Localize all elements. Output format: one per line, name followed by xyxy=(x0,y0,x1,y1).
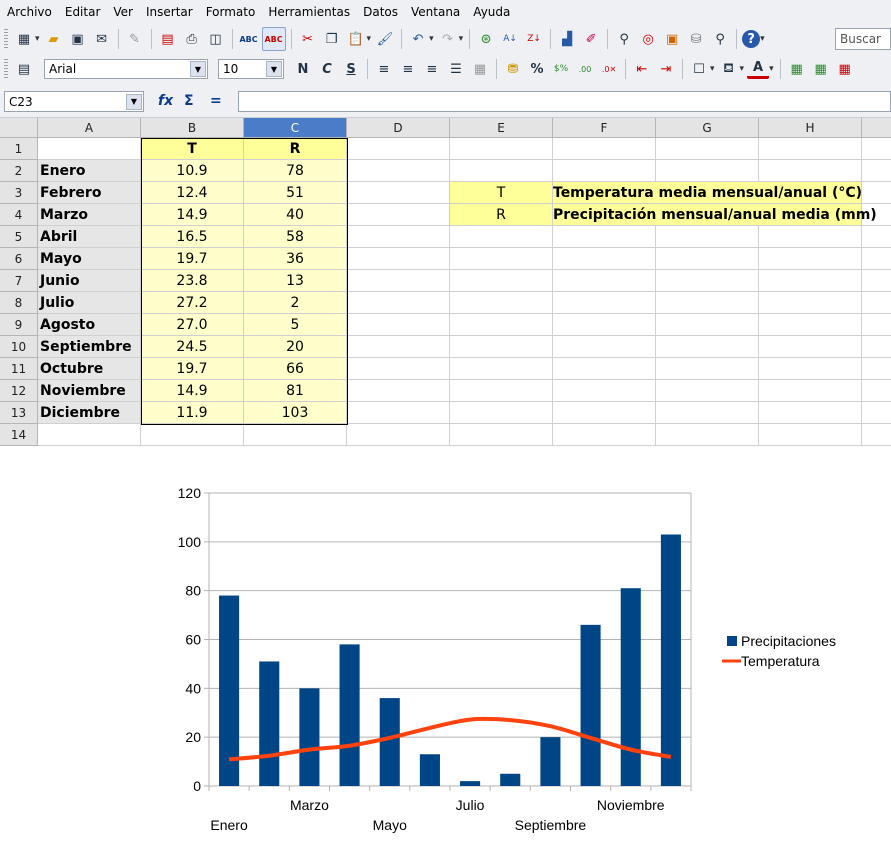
precipitation-bar xyxy=(460,781,480,786)
precipitation-bar xyxy=(299,688,319,786)
precipitation-cell[interactable]: 13 xyxy=(244,270,347,292)
temperature-cell[interactable]: 27.0 xyxy=(141,314,244,336)
precipitation-cell[interactable]: 40 xyxy=(244,204,347,226)
toolbar-separator xyxy=(625,59,626,79)
row-header[interactable]: 12 xyxy=(0,380,38,402)
row-header[interactable]: 8 xyxy=(0,292,38,314)
precipitation-cell[interactable]: 36 xyxy=(244,248,347,270)
chevron-down-icon[interactable]: ▼ xyxy=(190,61,206,77)
export-pdf-icon[interactable]: ▤ xyxy=(161,31,174,47)
cell-reference: C23 xyxy=(9,94,33,109)
precipitation-cell[interactable]: 5 xyxy=(244,314,347,336)
x-tick-label: Julio xyxy=(455,797,485,813)
toolbar-separator xyxy=(291,29,292,49)
cell[interactable] xyxy=(553,402,656,424)
precipitation-cell[interactable]: 2 xyxy=(244,292,347,314)
font-name-value: Arial xyxy=(49,62,77,76)
temperature-cell[interactable]: 11.9 xyxy=(141,402,244,424)
cell[interactable] xyxy=(553,248,656,270)
undo-dropdown-icon[interactable]: ▾ xyxy=(429,34,434,44)
align-right-icon[interactable]: ≡ xyxy=(426,61,438,77)
row-header[interactable]: 1 xyxy=(0,138,38,160)
cell[interactable] xyxy=(862,160,891,182)
delete-rows-icon[interactable]: ▦ xyxy=(838,61,851,77)
cell[interactable] xyxy=(553,314,656,336)
cell[interactable] xyxy=(862,336,891,358)
formula-input[interactable] xyxy=(238,91,891,112)
hyperlink-icon[interactable]: ⊛ xyxy=(480,31,492,47)
chevron-down-icon[interactable]: ▼ xyxy=(126,94,142,110)
row-header[interactable]: 11 xyxy=(0,358,38,380)
show-draw-functions-icon[interactable]: ✐ xyxy=(585,31,597,47)
cell[interactable] xyxy=(450,160,553,182)
menu-insertar[interactable]: Insertar xyxy=(145,5,193,19)
cell[interactable] xyxy=(347,292,450,314)
cell[interactable] xyxy=(656,138,759,160)
cell[interactable] xyxy=(38,424,141,446)
column-header-d[interactable]: D xyxy=(347,118,450,138)
align-center-icon[interactable]: ≡ xyxy=(402,61,414,77)
legend-key-cell[interactable]: R xyxy=(450,204,553,226)
toolbar-separator xyxy=(469,29,470,49)
underline-button[interactable]: S xyxy=(346,61,356,77)
row-header[interactable]: 6 xyxy=(0,248,38,270)
month-label[interactable]: Mayo xyxy=(38,248,141,270)
cell[interactable] xyxy=(862,424,891,446)
legend-label-temperatura: Temperatura xyxy=(741,653,820,669)
menu-archivo[interactable]: Archivo xyxy=(7,5,52,19)
search-input[interactable]: Buscar xyxy=(835,28,891,50)
cell[interactable] xyxy=(862,292,891,314)
precipitation-cell[interactable]: 20 xyxy=(244,336,347,358)
x-tick-label: Marzo xyxy=(289,797,329,813)
cell[interactable] xyxy=(347,358,450,380)
y-tick-label: 0 xyxy=(193,778,201,794)
row-header[interactable]: 4 xyxy=(0,204,38,226)
cell[interactable] xyxy=(347,424,450,446)
cell[interactable] xyxy=(553,226,656,248)
cell[interactable] xyxy=(656,314,759,336)
legend-text-cell[interactable]: Temperatura media mensual/anual (°C) xyxy=(553,182,862,204)
cell[interactable] xyxy=(450,402,553,424)
temperature-cell[interactable]: 10.9 xyxy=(141,160,244,182)
borders-icon[interactable]: ☐ xyxy=(693,61,705,77)
toolbar-separator xyxy=(118,29,119,49)
standard-format-icon[interactable]: $% xyxy=(553,64,569,74)
menu-bar xyxy=(0,0,891,25)
cell[interactable] xyxy=(553,336,656,358)
column-header-b[interactable]: B xyxy=(141,118,244,138)
menu-datos[interactable]: Datos xyxy=(363,5,398,19)
add-decimal-icon[interactable]: .00 xyxy=(578,64,592,74)
cell[interactable] xyxy=(450,138,553,160)
legend-swatch-precipitaciones xyxy=(727,636,737,646)
data-sources-icon[interactable]: ⛁ xyxy=(690,31,702,47)
new-document-icon[interactable]: ▦ xyxy=(17,31,31,47)
standard-toolbar xyxy=(0,24,891,55)
x-tick-label: Mayo xyxy=(372,817,407,833)
spellcheck-icon[interactable]: ABC xyxy=(239,34,258,44)
cell[interactable] xyxy=(553,138,656,160)
month-label[interactable]: Julio xyxy=(38,292,141,314)
legend-label-precipitaciones: Precipitaciones xyxy=(741,633,836,649)
cell[interactable] xyxy=(862,138,891,160)
cell[interactable] xyxy=(862,358,891,380)
open-folder-icon[interactable]: ▰ xyxy=(48,31,59,47)
temperature-cell[interactable]: 16.5 xyxy=(141,226,244,248)
y-tick-label: 80 xyxy=(185,582,201,599)
cell[interactable] xyxy=(656,336,759,358)
column-header-c[interactable]: C xyxy=(244,118,347,138)
function-wizard-button[interactable]: fx xyxy=(158,93,174,109)
cell[interactable] xyxy=(347,270,450,292)
cell[interactable] xyxy=(244,424,347,446)
cell[interactable] xyxy=(553,160,656,182)
precipitation-cell[interactable]: 103 xyxy=(244,402,347,424)
y-tick-label: 60 xyxy=(185,631,201,648)
toolbar-grip[interactable] xyxy=(4,29,8,49)
percent-format-button[interactable]: % xyxy=(530,61,544,77)
redo-dropdown-icon[interactable]: ▾ xyxy=(458,34,464,44)
temperature-cell[interactable]: 14.9 xyxy=(141,204,244,226)
menu-herramientas[interactable]: Herramientas xyxy=(268,5,351,19)
cell[interactable] xyxy=(759,226,862,248)
decrease-indent-icon[interactable]: ⇤ xyxy=(636,61,648,77)
redo-icon[interactable]: ↷ xyxy=(442,31,454,47)
precipitation-cell[interactable]: 66 xyxy=(244,358,347,380)
precipitation-cell[interactable]: 81 xyxy=(244,380,347,402)
cell[interactable] xyxy=(656,226,759,248)
cell[interactable] xyxy=(759,160,862,182)
precipitation-cell[interactable]: 78 xyxy=(244,160,347,182)
toolbar-separator xyxy=(151,29,152,49)
precipitation-bar xyxy=(380,698,400,786)
row-header[interactable]: 9 xyxy=(0,314,38,336)
sort-ascending-icon[interactable]: A↓ xyxy=(503,34,517,44)
spreadsheet-grid xyxy=(0,118,891,448)
header-cell-r[interactable]: R xyxy=(244,138,347,160)
cell[interactable] xyxy=(141,424,244,446)
toolbar-separator xyxy=(401,29,402,49)
cell[interactable] xyxy=(862,248,891,270)
menu-formato[interactable]: Formato xyxy=(205,5,256,19)
print-preview-icon[interactable]: ◫ xyxy=(209,31,222,47)
gallery-icon[interactable]: ▣ xyxy=(665,31,679,47)
delete-decimal-icon[interactable]: .0✕ xyxy=(601,64,617,74)
font-color-dropdown-icon[interactable]: ▾ xyxy=(769,64,774,74)
temperature-cell[interactable]: 27.2 xyxy=(141,292,244,314)
month-label[interactable]: Enero xyxy=(38,160,141,182)
month-label[interactable]: Octubre xyxy=(38,358,141,380)
paste-dropdown-icon[interactable]: ▾ xyxy=(366,34,372,44)
toolbar-grip[interactable] xyxy=(4,59,8,79)
temperature-cell[interactable]: 14.9 xyxy=(141,380,244,402)
cell[interactable] xyxy=(553,358,656,380)
font-name-select[interactable] xyxy=(44,59,208,79)
toolbar-separator xyxy=(232,29,233,49)
autospellcheck-icon[interactable]: ABC xyxy=(262,27,286,51)
cell[interactable] xyxy=(656,248,759,270)
cell[interactable] xyxy=(450,270,553,292)
cell[interactable] xyxy=(759,248,862,270)
precipitation-cell[interactable]: 58 xyxy=(244,226,347,248)
legend-text-cell[interactable]: Precipitación mensual/anual media (mm) xyxy=(553,204,862,226)
month-label[interactable]: Abril xyxy=(38,226,141,248)
cell[interactable] xyxy=(759,358,862,380)
temperature-cell[interactable]: 19.7 xyxy=(141,248,244,270)
column-header-h[interactable]: H xyxy=(759,118,862,138)
copy-icon[interactable]: ❐ xyxy=(325,31,338,47)
column-header-e[interactable]: E xyxy=(450,118,553,138)
y-tick-label: 100 xyxy=(177,533,201,550)
month-label[interactable]: Agosto xyxy=(38,314,141,336)
cell[interactable] xyxy=(347,226,450,248)
cut-icon[interactable]: ✂ xyxy=(302,31,313,47)
name-box[interactable] xyxy=(4,91,144,112)
cell[interactable] xyxy=(347,204,450,226)
cell[interactable] xyxy=(553,424,656,446)
row-header[interactable]: 10 xyxy=(0,336,38,358)
cell[interactable] xyxy=(759,336,862,358)
column-header-extra[interactable] xyxy=(862,118,891,138)
toolbar-separator xyxy=(496,59,497,79)
cell[interactable] xyxy=(347,182,450,204)
insert-rows-icon[interactable]: ▦ xyxy=(790,61,803,77)
cell[interactable] xyxy=(347,336,450,358)
menu-ver[interactable]: Ver xyxy=(113,5,133,19)
cell[interactable] xyxy=(862,226,891,248)
borders-dropdown-icon[interactable]: ▾ xyxy=(710,64,715,74)
undo-icon[interactable]: ↶ xyxy=(412,31,424,47)
month-label[interactable]: Marzo xyxy=(38,204,141,226)
cell[interactable] xyxy=(38,138,141,160)
cell[interactable] xyxy=(347,160,450,182)
paste-icon[interactable]: 📋 xyxy=(347,31,364,47)
cell[interactable] xyxy=(656,380,759,402)
cell[interactable] xyxy=(862,314,891,336)
menu-ayuda[interactable]: Ayuda xyxy=(473,5,511,19)
increase-indent-icon[interactable]: ⇥ xyxy=(660,61,672,77)
toolbar-separator xyxy=(682,59,683,79)
cell[interactable] xyxy=(862,270,891,292)
temperature-cell[interactable]: 19.7 xyxy=(141,358,244,380)
cell[interactable] xyxy=(450,314,553,336)
zoom-icon[interactable]: ⚲ xyxy=(715,31,725,47)
justify-icon[interactable]: ☰ xyxy=(450,61,462,77)
column-header-f[interactable]: F xyxy=(553,118,656,138)
toolbar-separator xyxy=(736,29,737,49)
precipitation-bar xyxy=(581,625,601,786)
cell[interactable] xyxy=(759,270,862,292)
save-icon[interactable]: ▣ xyxy=(71,31,84,47)
bold-button[interactable]: N xyxy=(297,61,309,77)
toolbar-options-icon[interactable]: ▾ xyxy=(760,34,765,44)
cell[interactable] xyxy=(759,380,862,402)
y-tick-label: 20 xyxy=(185,729,201,746)
new-dropdown-icon[interactable]: ▾ xyxy=(35,34,40,44)
sort-descending-icon[interactable]: Z↓ xyxy=(527,34,541,44)
currency-format-icon[interactable]: ⛃ xyxy=(507,61,519,77)
x-tick-label: Enero xyxy=(210,817,248,833)
header-cell-t[interactable]: T xyxy=(141,138,244,160)
row-header[interactable]: 3 xyxy=(0,182,38,204)
cell[interactable] xyxy=(450,226,553,248)
column-header-a[interactable]: A xyxy=(38,118,141,138)
month-label[interactable]: Noviembre xyxy=(38,380,141,402)
precipitation-cell[interactable]: 51 xyxy=(244,182,347,204)
column-header-g[interactable]: G xyxy=(656,118,759,138)
month-label[interactable]: Junio xyxy=(38,270,141,292)
precipitation-bar xyxy=(500,774,520,786)
row-header[interactable]: 14 xyxy=(0,424,38,446)
cell[interactable] xyxy=(347,380,450,402)
x-tick-label: Septiembre xyxy=(514,817,587,833)
cell[interactable] xyxy=(553,380,656,402)
row-header[interactable]: 7 xyxy=(0,270,38,292)
cell[interactable] xyxy=(450,424,553,446)
toolbar-separator xyxy=(550,29,551,49)
insert-chart-icon[interactable]: ▟ xyxy=(562,31,573,47)
styles-formatting-icon[interactable]: ▤ xyxy=(17,61,31,77)
font-size-value: 10 xyxy=(223,62,239,76)
find-replace-icon[interactable]: ⚲ xyxy=(619,31,629,47)
precipitation-bar xyxy=(420,754,440,786)
cell[interactable] xyxy=(656,160,759,182)
toolbar-separator xyxy=(367,59,368,79)
precipitation-bar xyxy=(340,644,360,786)
row-header[interactable]: 13 xyxy=(0,402,38,424)
cell[interactable] xyxy=(553,270,656,292)
select-all-corner[interactable] xyxy=(0,118,38,138)
toolbar-separator xyxy=(607,29,608,49)
menu-editar[interactable]: Editar xyxy=(64,5,101,19)
temperature-cell[interactable]: 12.4 xyxy=(141,182,244,204)
month-label[interactable]: Febrero xyxy=(38,182,141,204)
cell[interactable] xyxy=(347,402,450,424)
cell[interactable] xyxy=(759,424,862,446)
cell[interactable] xyxy=(862,182,891,204)
y-tick-label: 40 xyxy=(185,680,201,697)
cell[interactable] xyxy=(450,248,553,270)
cell[interactable] xyxy=(759,402,862,424)
function-button[interactable]: = xyxy=(210,93,222,109)
formatting-toolbar xyxy=(0,54,891,85)
cell[interactable] xyxy=(656,270,759,292)
cell[interactable] xyxy=(450,358,553,380)
clone-format-icon[interactable]: 🖌 xyxy=(376,31,394,47)
cell[interactable] xyxy=(347,314,450,336)
menu-ventana[interactable]: Ventana xyxy=(411,5,461,19)
temperature-line xyxy=(229,719,671,760)
italic-button[interactable]: C xyxy=(322,61,332,77)
help-icon[interactable]: ? xyxy=(742,30,760,48)
email-icon[interactable]: ✉ xyxy=(96,31,107,47)
cell[interactable] xyxy=(347,138,450,160)
cell[interactable] xyxy=(553,292,656,314)
cell[interactable] xyxy=(862,380,891,402)
precipitation-bar xyxy=(540,737,560,786)
insert-columns-icon[interactable]: ▦ xyxy=(814,61,827,77)
font-size-select[interactable] xyxy=(218,59,284,79)
cell[interactable] xyxy=(656,358,759,380)
row-header[interactable]: 5 xyxy=(0,226,38,248)
y-tick-label: 120 xyxy=(177,485,201,501)
formula-bar xyxy=(0,84,891,118)
sum-button[interactable]: Σ xyxy=(184,93,194,109)
month-label[interactable]: Diciembre xyxy=(38,402,141,424)
cell[interactable] xyxy=(759,138,862,160)
cell[interactable] xyxy=(450,292,553,314)
print-icon[interactable]: ⎙ xyxy=(186,31,197,47)
temperature-cell[interactable]: 24.5 xyxy=(141,336,244,358)
month-label[interactable]: Septiembre xyxy=(38,336,141,358)
cell[interactable] xyxy=(759,314,862,336)
climate-chart[interactable] xyxy=(0,448,891,848)
edit-file-icon[interactable]: ✎ xyxy=(129,31,140,47)
precipitation-bar xyxy=(661,535,681,786)
toolbar-separator xyxy=(780,59,781,79)
temperature-cell[interactable]: 23.8 xyxy=(141,270,244,292)
font-color-icon[interactable]: A xyxy=(747,60,769,79)
cell[interactable] xyxy=(450,336,553,358)
precipitation-bar xyxy=(259,661,279,786)
align-left-icon[interactable]: ≡ xyxy=(378,61,390,77)
row-header[interactable]: 2 xyxy=(0,160,38,182)
background-dropdown-icon[interactable]: ▾ xyxy=(739,64,745,74)
cell[interactable] xyxy=(759,292,862,314)
navigator-icon[interactable]: ◎ xyxy=(642,31,654,47)
cell[interactable] xyxy=(656,402,759,424)
legend-key-cell[interactable]: T xyxy=(450,182,553,204)
background-color-icon[interactable]: ⛾ xyxy=(723,60,734,76)
precipitation-bar xyxy=(621,588,641,786)
cell[interactable] xyxy=(450,380,553,402)
cell[interactable] xyxy=(347,248,450,270)
cell[interactable] xyxy=(656,292,759,314)
cell[interactable] xyxy=(862,402,891,424)
cell[interactable] xyxy=(656,424,759,446)
chevron-down-icon[interactable]: ▼ xyxy=(266,61,282,77)
merge-cells-icon[interactable]: ▦ xyxy=(473,61,487,77)
x-tick-label: Noviembre xyxy=(596,797,665,813)
